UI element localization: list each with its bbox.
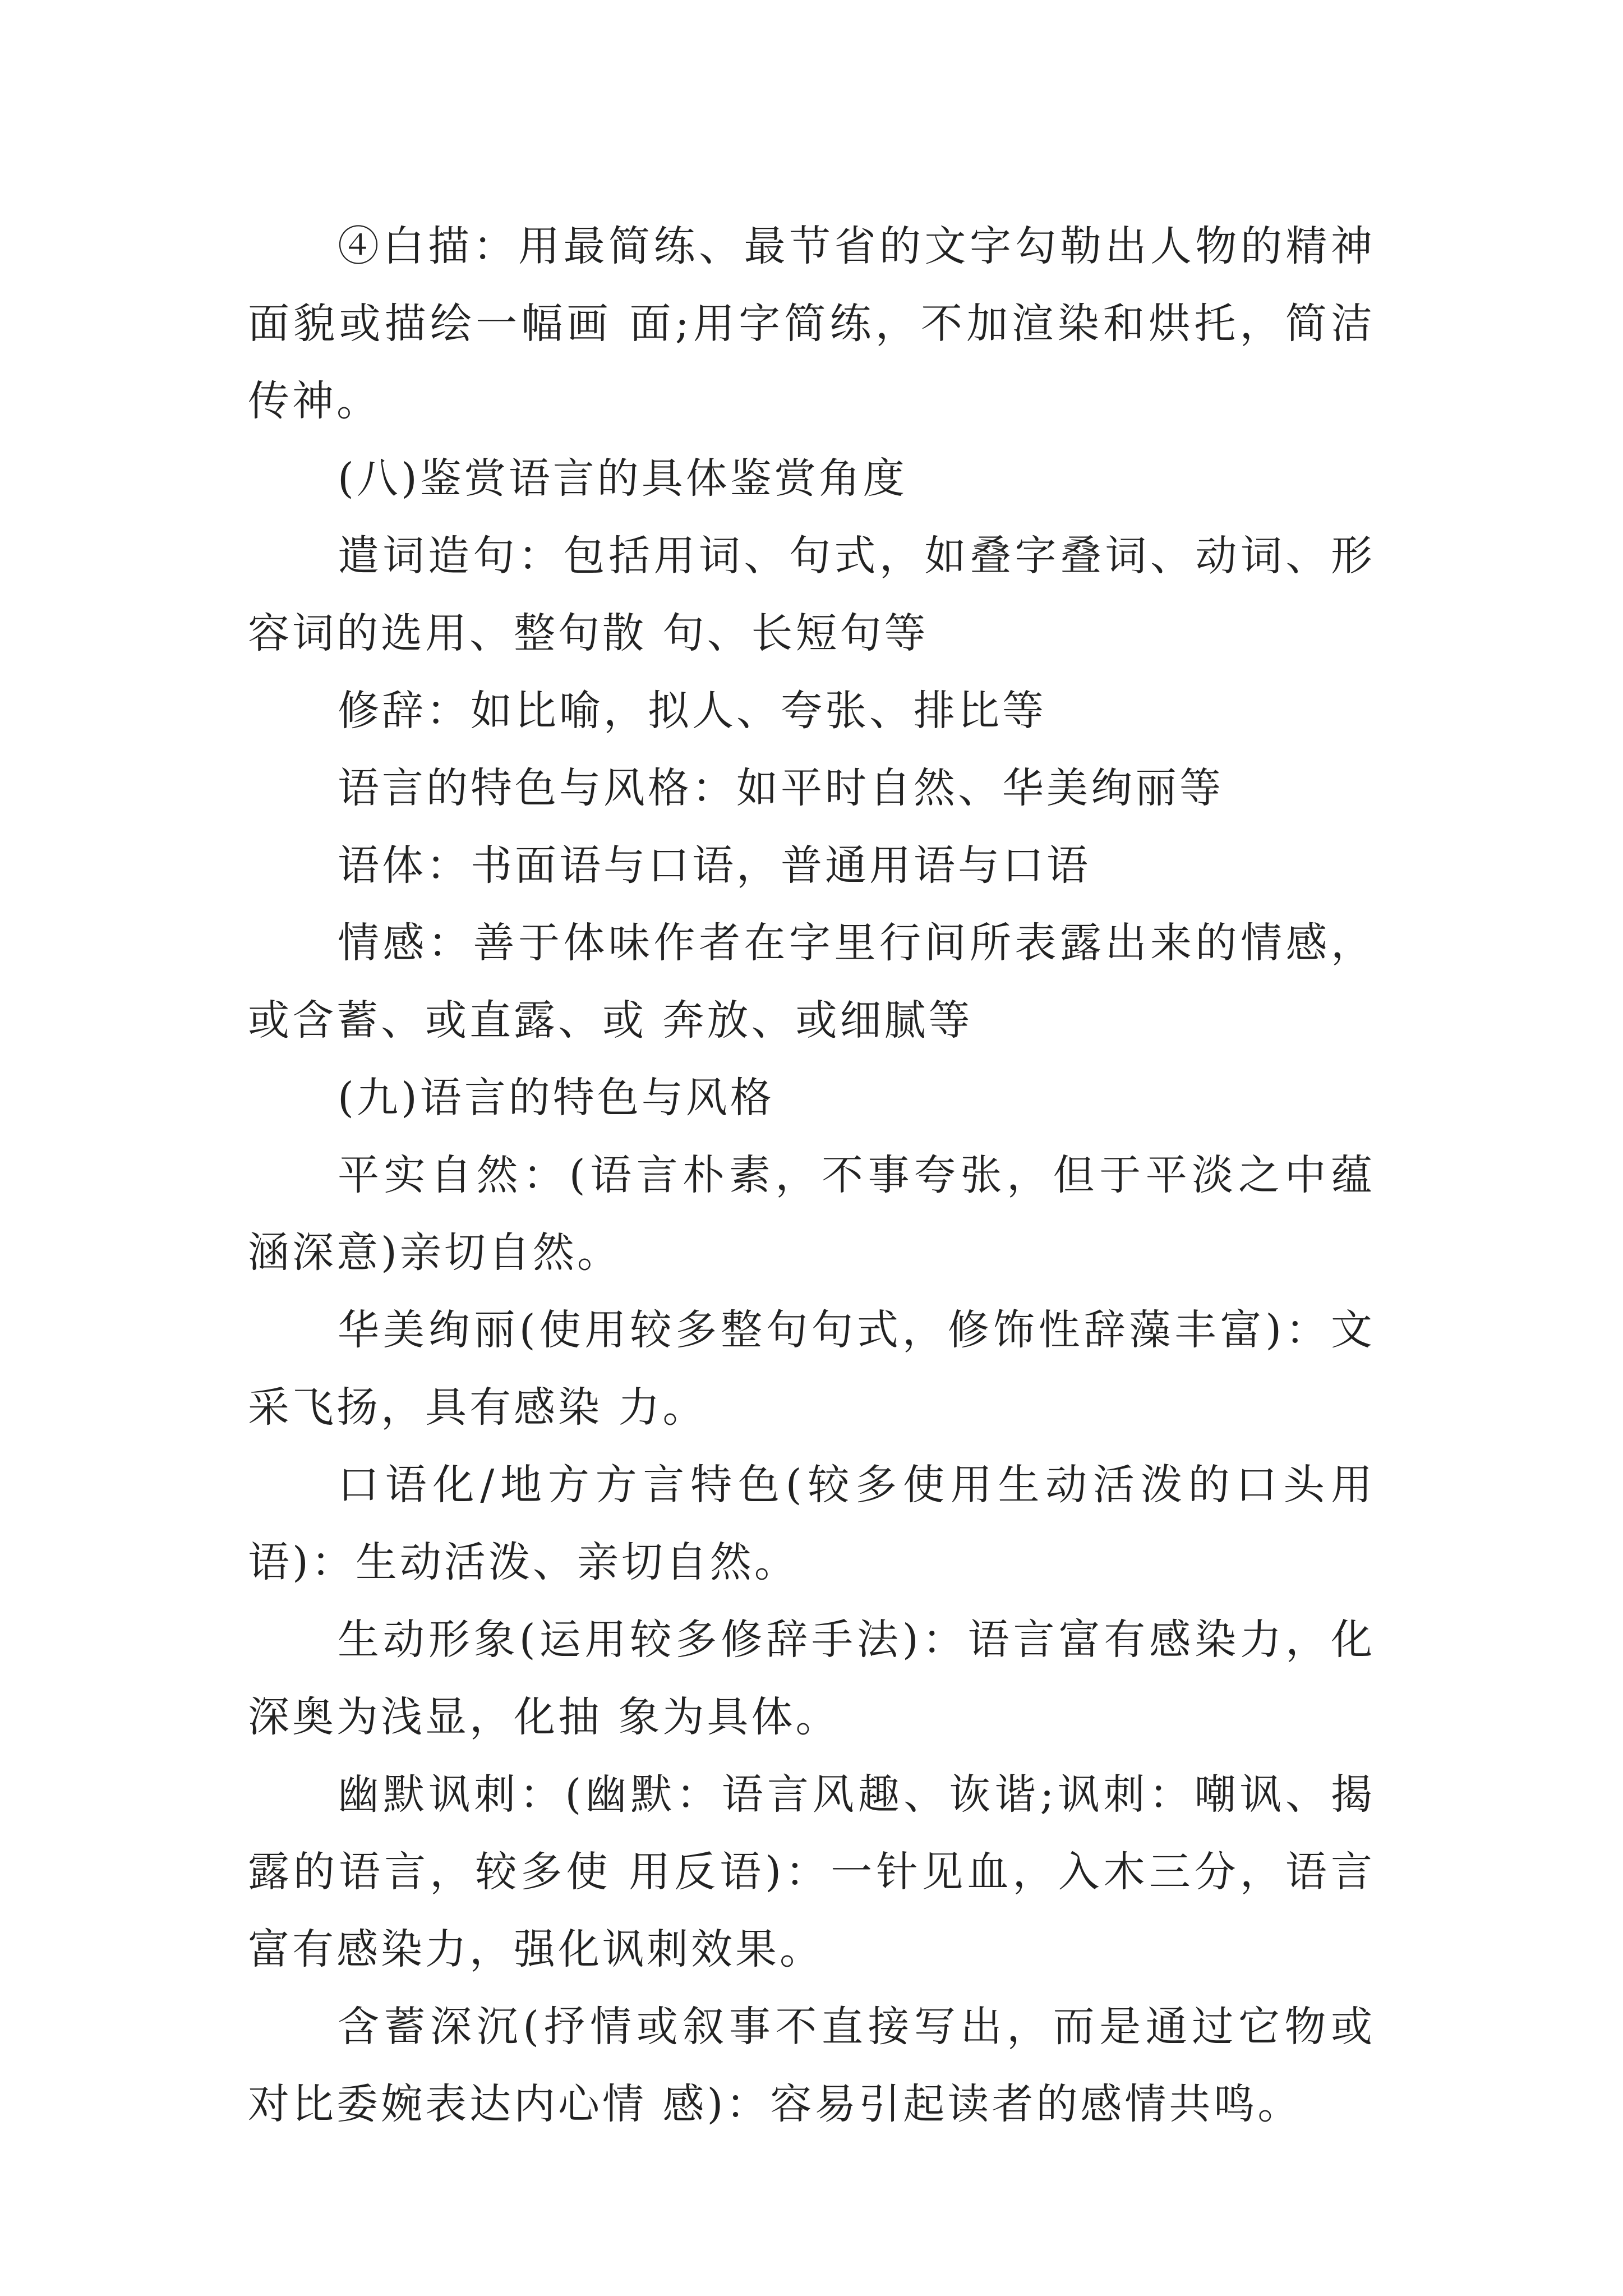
- paragraph-language-style: 语言的特色与风格：如平时自然、华美绚丽等: [338, 764, 1224, 812]
- document-body: [248, 208, 1375, 2143]
- paragraph-word-choice: 遣词造句：包括用词、句式，如叠字叠词、动词、形容词的选用、整句散 句、长短句等: [248, 532, 1375, 657]
- paragraph-colloquial: 口语化/地方方言特色(较多使用生动活泼的口头用语)：生动活泼、亲切自然。: [248, 1461, 1375, 1586]
- paragraph-implicit: 含蓄深沉(抒情或叙事不直接写出，而是通过它物或对比委婉表达内心情 感)：容易引起读者的感情共鸣。: [248, 2003, 1375, 2128]
- paragraph-emotion: 情感：善于体味作者在字里行间所表露出来的情感，或含蓄、或直露、或 奔放、或细腻等: [248, 919, 1375, 1045]
- paragraph-register: 语体：书面语与口语，普通用语与口语: [338, 841, 1091, 890]
- paragraph-baimiao: ④白描：用最简练、最节省的文字勾勒出人物的精神面貌或描绘一幅画 面;用字简练，不加渲染和烘托，简洁传神。: [248, 222, 1375, 425]
- section-heading-8: (八)鉴赏语言的具体鉴赏角度: [338, 454, 907, 503]
- paragraph-humor-satire: 幽默讽刺：(幽默：语言风趣、诙谐;讽刺：嘲讽、揭露的语言，较多使 用反语)：一针见血，入木三分，语言富有感染力，强化讽刺效果。: [248, 1770, 1375, 1973]
- paragraph-plain-natural: 平实自然：(语言朴素，不事夸张，但于平淡之中蕴涵深意)亲切自然。: [248, 1151, 1375, 1277]
- paragraph-ornate: 华美绚丽(使用较多整句句式，修饰性辞藻丰富)：文采飞扬，具有感染 力。: [248, 1306, 1375, 1432]
- section-heading-9: (九)语言的特色与风格: [338, 1074, 774, 1122]
- paragraph-vivid: 生动形象(运用较多修辞手法)：语言富有感染力，化深奥为浅显，化抽 象为具体。: [248, 1616, 1375, 1741]
- paragraph-rhetoric: 修辞：如比喻，拟人、夸张、排比等: [338, 687, 1046, 735]
